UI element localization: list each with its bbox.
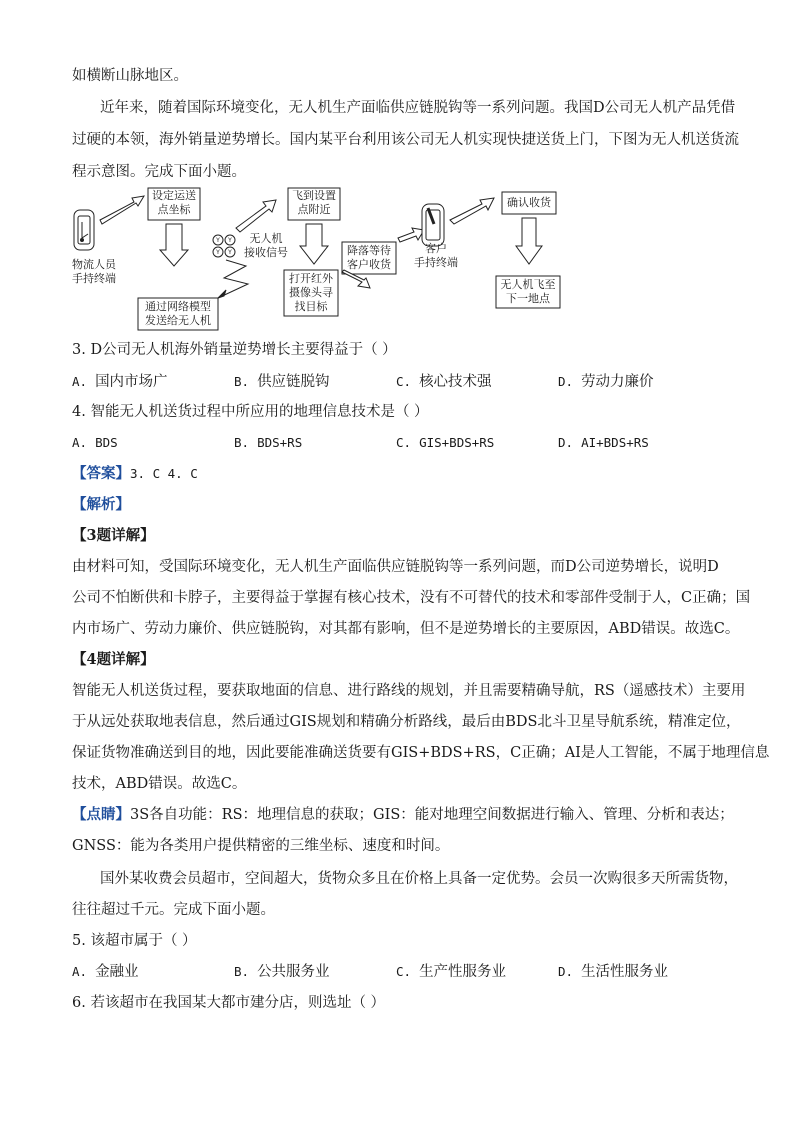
tip-line1: 【点睛】3S各自功能：RS：地理信息的获取；GIS：能对地理空间数据进行输入、管理、分析和表达；: [72, 806, 734, 823]
arrow-land-to-customer: [398, 228, 424, 242]
svg-text:Y: Y: [216, 249, 220, 256]
detail4-line2: 于从远处获取地表信息，然后通过GIS规划和精确分析路线，最后由BDS北斗卫星导航系统，精准定位，: [72, 714, 741, 730]
q5-option-b: B. 公共服务业: [234, 964, 330, 980]
intro-end-text: 如横断山脉地区。: [72, 68, 188, 84]
analysis-label: 【解析】: [72, 496, 130, 513]
answer-label: 【答案】: [72, 465, 130, 482]
q5-option-d: D. 生活性服务业: [558, 964, 669, 980]
answer-line: [72, 464, 198, 484]
svg-text:Y: Y: [228, 237, 232, 244]
q3-option-c: C. 核心技术强: [396, 374, 492, 390]
tip-label: 【点睛】: [72, 806, 130, 823]
passage2-line1: 国外某收费会员超市，空间超大，货物众多且在价格上具备一定优势。会员一次购很多天所需货物，: [100, 871, 738, 887]
q3-option-b: B. 供应链脱钩: [234, 374, 330, 390]
arrow-customer-to-confirm: [450, 198, 494, 224]
passage2-line2: 往往超过千元。完成下面小题。: [72, 902, 275, 918]
arrow-to-fly: [236, 200, 276, 232]
customer-label: 客户 手持终端: [414, 242, 458, 269]
passage1-line1: 近年来，随着国际环境变化，无人机生产面临供应链脱钩等一系列问题。我国D公司无人机产品凭借: [100, 100, 736, 116]
box-camera-text: 打开红外 摄像头寻 找目标: [289, 272, 333, 313]
passage1-line3: 程示意图。完成下面小题。: [72, 164, 246, 180]
detail4-line1: 智能无人机送货过程，要获取地面的信息、进行路线的规划，并且需要精确导航，RS（遥感技术）主要用: [72, 683, 746, 699]
detail3-label: 【3题详解】: [72, 527, 155, 544]
q5-stem: 5. 该超市属于（ ）: [72, 933, 197, 949]
arrow-set-down: [160, 224, 188, 266]
q4-option-c: C. GIS+BDS+RS: [396, 435, 495, 450]
q5-option-a: A. 金融业: [72, 964, 139, 980]
courier-label: 物流人员 手持终端: [72, 258, 116, 285]
q3-option-a: A. 国内市场广: [72, 374, 168, 390]
svg-text:Y: Y: [216, 237, 220, 244]
q5-option-c: C. 生产性服务业: [396, 964, 507, 980]
box-network-text: 通过网络模型 发送给无人机: [145, 300, 211, 327]
passage1-line2: 过硬的本领，海外销量逆势增长。国内某平台利用该公司无人机实现快捷送货上门，下图为无人机送货流: [72, 132, 739, 148]
q4-option-a: A. BDS: [72, 435, 118, 450]
signal-zigzag-icon: [218, 260, 248, 298]
arrow-confirm-down: [516, 218, 542, 264]
detail4-label: 【4题详解】: [72, 651, 155, 668]
box-confirm-text: 确认收货: [507, 196, 551, 209]
drone-delivery-flow-diagram: [66, 184, 566, 334]
detail3-line3: 内市场广、劳动力廉价、供应链脱钩，对其都有影响，但不是逆势增长的主要原因，ABD错误。故选C。: [72, 621, 740, 637]
answer-text: 3. C 4. C: [130, 466, 198, 481]
q4-option-b: B. BDS+RS: [234, 435, 303, 450]
q4-option-d: D. AI+BDS+RS: [558, 435, 649, 450]
arrow-courier-to-set: [100, 196, 144, 224]
detail4-line3: 保证货物准确送到目的地，因此要能准确送货要有GIS+BDS+RS，C正确；AI是人工智能，不属于地理信息: [72, 745, 770, 761]
drone-label: 无人机 接收信号: [244, 232, 288, 259]
q4-stem: 4. 智能无人机送货过程中所应用的地理信息技术是（ ）: [72, 404, 429, 420]
tip-line2: GNSS：能为各类用户提供精密的三维坐标、速度和时间。: [72, 838, 450, 854]
arrow-fly-down: [300, 224, 328, 264]
analysis-line: [72, 495, 130, 515]
q3-stem: 3. D公司无人机海外销量逆势增长主要得益于（ ）: [72, 342, 397, 358]
q6-stem: 6. 若该超市在我国某大都市建分店，则选址（ ）: [72, 995, 386, 1011]
detail3-line2: 公司不怕断供和卡脖子，主要得益于掌握有核心技术，没有不可替代的技术和零部件受制于人，C正确；国: [72, 590, 751, 606]
svg-text:Y: Y: [228, 249, 232, 256]
detail3-line1: 由材料可知，受国际环境变化，无人机生产面临供应链脱钩等一系列问题，而D公司逆势增长，说明D: [72, 559, 719, 575]
box-fly-near-text: 飞到设置 点附近: [292, 189, 336, 216]
box-land-text: 降落等待 客户收货: [347, 244, 391, 271]
q3-option-d: D. 劳动力廉价: [558, 374, 654, 390]
box-set-coords-text: 设定运送 点坐标: [152, 189, 196, 216]
box-next-text: 无人机飞至 下一地点: [500, 278, 556, 305]
detail4-line4: 技术，ABD错误。故选C。: [72, 776, 247, 792]
